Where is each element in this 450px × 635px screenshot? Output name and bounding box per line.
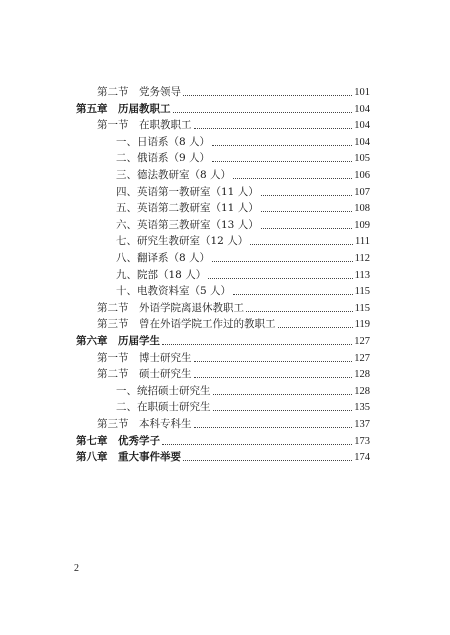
toc-entry-number: 第一节 <box>97 119 129 132</box>
toc-entry-chapter[interactable] <box>76 431 370 448</box>
dot-leader <box>213 394 353 395</box>
toc-entry-item[interactable] <box>116 182 370 199</box>
toc-entry-label <box>116 136 210 149</box>
toc-entry-section[interactable] <box>97 115 370 132</box>
toc-entry-title: 本科专科生 <box>139 418 192 430</box>
toc-entry-label <box>116 169 231 182</box>
toc-entry-label <box>97 302 244 315</box>
dot-leader <box>162 344 352 345</box>
toc-entry-label <box>97 418 192 431</box>
dot-leader <box>194 128 353 129</box>
toc-entry-page: 173 <box>354 435 370 447</box>
toc-entry-section[interactable] <box>97 348 370 365</box>
dot-leader <box>173 112 353 113</box>
toc-entry-number: 第一节 <box>97 351 129 364</box>
dot-leader <box>278 327 353 328</box>
toc-entry-title: 八、翻译系（8 人） <box>116 252 211 264</box>
toc-entry-label <box>116 401 211 414</box>
toc-entry-page: 104 <box>354 103 370 115</box>
toc-entry-label <box>76 435 160 448</box>
toc-entry-page: 113 <box>354 269 370 281</box>
toc-entry-title: 博士研究生 <box>139 351 192 364</box>
toc-entry-page: 127 <box>354 336 370 347</box>
dot-leader <box>250 244 353 245</box>
toc-entry-number: 第三节 <box>97 318 129 331</box>
toc-entry-label <box>97 352 192 365</box>
toc-entry-label <box>116 202 259 215</box>
dot-leader <box>183 95 352 96</box>
toc-entry-page: 112 <box>354 253 370 264</box>
toc-entry-title: 硕士研究生 <box>139 368 192 381</box>
toc-entry-page: 128 <box>354 385 370 397</box>
toc-entry-label <box>116 152 210 165</box>
toc-entry-label <box>97 318 276 331</box>
toc-entry-number: 第二节 <box>97 301 129 314</box>
toc-entry-chapter[interactable] <box>76 447 370 464</box>
dot-leader <box>246 311 353 312</box>
toc-entry-title: 曾在外语学院工作过的教职工 <box>139 318 276 331</box>
toc-entry-number: 第三节 <box>97 418 129 430</box>
dot-leader <box>261 195 353 196</box>
toc-entry-item[interactable] <box>116 381 370 398</box>
toc-entry-page: 119 <box>354 319 370 331</box>
toc-entry-item[interactable] <box>116 265 370 282</box>
toc-entry-number: 第二节 <box>97 86 129 98</box>
toc-entry-title: 三、德法教研室（8 人） <box>116 169 232 181</box>
toc-entry-page: 107 <box>354 186 370 198</box>
toc-entry-item[interactable] <box>116 132 370 149</box>
toc-entry-item[interactable] <box>116 148 370 165</box>
toc-entry-section[interactable] <box>97 414 370 431</box>
dot-leader <box>212 261 353 262</box>
toc-entry-item[interactable] <box>116 248 370 265</box>
toc-entry-page: 104 <box>354 136 370 148</box>
toc-entry-title: 九、院部（18 人） <box>116 268 207 281</box>
toc-entry-item[interactable] <box>116 397 370 414</box>
toc-entry-section[interactable] <box>97 364 370 381</box>
toc-entry-title: 五、英语第二教研室（11 人） <box>116 202 259 215</box>
toc-entry-title: 七、研究生教研室（12 人） <box>116 235 249 248</box>
toc-entry-title: 历届教职工 <box>118 102 171 115</box>
dot-leader <box>208 278 352 279</box>
toc-entry-item[interactable] <box>116 281 370 298</box>
toc-entry-page: 108 <box>354 203 370 215</box>
toc-entry-section[interactable] <box>97 82 370 99</box>
toc-entry-page: 104 <box>354 120 370 132</box>
dot-leader <box>233 178 352 179</box>
dot-leader <box>261 211 353 212</box>
toc-entry-chapter[interactable] <box>76 99 370 116</box>
dot-leader <box>194 361 353 362</box>
toc-entry-page: 135 <box>354 402 370 414</box>
toc-entry-page: 101 <box>354 87 370 98</box>
toc-entry-item[interactable] <box>116 165 370 182</box>
dot-leader <box>213 410 353 411</box>
toc-entry-label <box>97 368 192 381</box>
toc-entry-page: 128 <box>354 369 370 381</box>
toc-entry-page: 109 <box>354 219 370 231</box>
dot-leader <box>212 145 352 146</box>
toc-entry-item[interactable] <box>116 231 370 248</box>
toc-entry-chapter[interactable] <box>76 331 370 348</box>
dot-leader <box>212 161 352 162</box>
toc-entry-title: 十、电教资料室（5 人） <box>116 285 232 298</box>
toc-entry-title: 一、日语系（8 人） <box>116 135 211 148</box>
toc-entry-number: 第七章 <box>76 434 108 447</box>
toc-entry-item[interactable] <box>116 198 370 215</box>
toc-entry-title: 党务领导 <box>139 86 181 98</box>
toc-entry-label <box>97 86 181 99</box>
toc-entry-label <box>76 103 171 116</box>
toc-entry-label <box>116 285 231 298</box>
toc-entry-title: 四、英语第一教研室（11 人） <box>116 185 259 198</box>
toc-entry-title: 二、在职硕士研究生 <box>116 401 211 414</box>
toc-entry-title: 优秀学子 <box>118 434 160 447</box>
toc-entry-label <box>116 235 248 248</box>
toc-entry-number: 第二节 <box>97 368 129 381</box>
dot-leader <box>183 460 352 461</box>
toc-entry-number: 第五章 <box>76 102 108 115</box>
toc-entry-label <box>116 186 259 199</box>
toc-entry-page: 111 <box>355 236 370 248</box>
toc-entry-section[interactable] <box>97 314 370 331</box>
toc-entry-title: 六、英语第三教研室（13 人） <box>116 218 259 231</box>
page-number: 2 <box>74 563 79 574</box>
toc-entry-page: 137 <box>354 419 370 430</box>
toc-entry-page: 115 <box>354 302 370 314</box>
toc-entry-number: 第六章 <box>76 335 108 347</box>
toc-entry-label <box>97 119 192 132</box>
toc-entry-label <box>116 385 211 398</box>
toc-entry-label <box>116 269 206 282</box>
toc-entry-title: 外语学院离退休教职工 <box>139 301 244 314</box>
dot-leader <box>194 427 353 428</box>
toc-entry-page: 106 <box>354 170 370 181</box>
toc-entry-label <box>76 335 160 348</box>
toc-entry-page: 174 <box>354 452 370 464</box>
toc-entry-title: 历届学生 <box>118 335 160 347</box>
toc-entry-section[interactable] <box>97 298 370 315</box>
dot-leader <box>233 294 353 295</box>
toc-entry-page: 115 <box>354 286 370 298</box>
toc-entry-label <box>116 219 259 232</box>
toc-entry-title: 重大事件举要 <box>118 451 181 464</box>
toc-entry-title: 在职教职工 <box>139 119 192 132</box>
toc-entry-label <box>76 451 181 464</box>
dot-leader <box>261 228 353 229</box>
toc-entry-title: 二、俄语系（9 人） <box>116 152 211 165</box>
toc-entry-page: 127 <box>354 352 370 364</box>
toc-entry-page: 105 <box>354 153 370 165</box>
dot-leader <box>194 377 353 378</box>
toc-entry-label <box>116 252 210 265</box>
toc-entry-item[interactable] <box>116 215 370 232</box>
toc-entry-title: 一、统招硕士研究生 <box>116 384 211 397</box>
dot-leader <box>162 444 352 445</box>
toc-entry-number: 第八章 <box>76 451 108 464</box>
